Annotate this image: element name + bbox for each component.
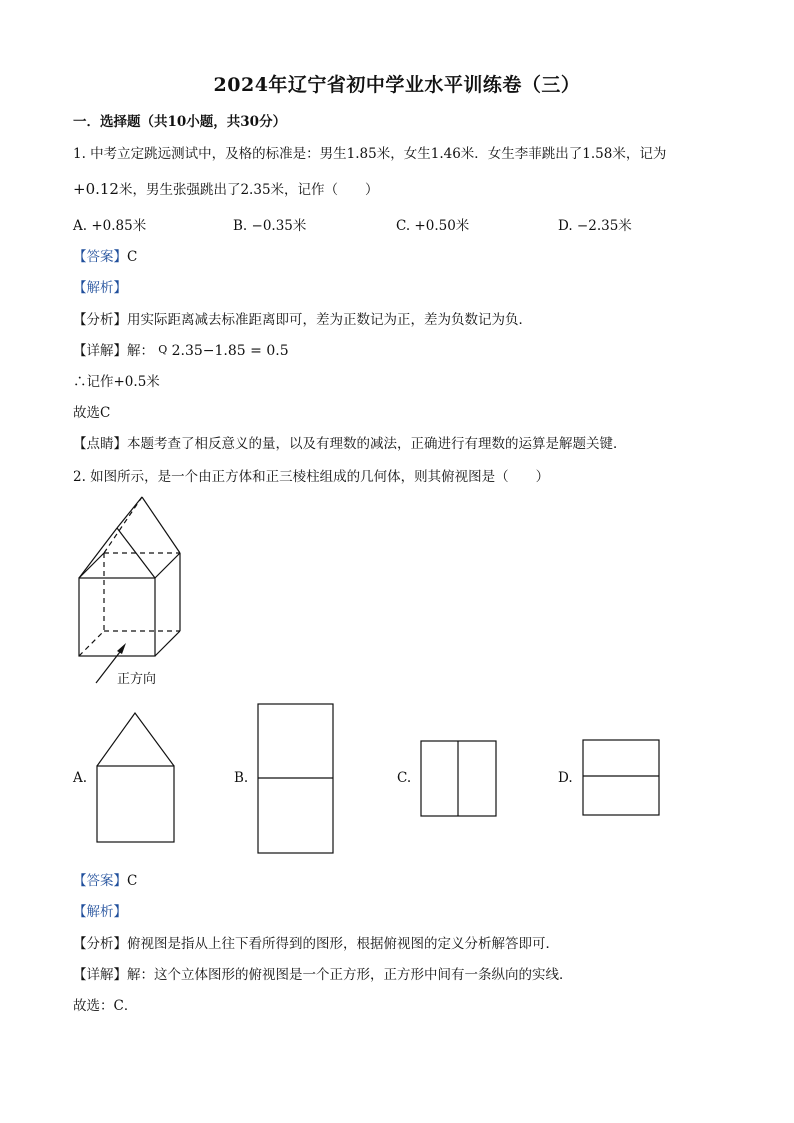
answer-tag: 【答案】 (73, 873, 127, 889)
q2-fenxi (73, 932, 559, 952)
arrow-label: 正方向 (117, 672, 157, 687)
comment-tag: 【点睛】 (73, 436, 127, 452)
q1-stem-rest: 米，男生张强跳出了2.35米，记作（ ） (118, 182, 379, 198)
answer-value: C (127, 873, 138, 889)
q2-option-d-label: D. (558, 770, 573, 786)
option-b-figure (258, 704, 333, 853)
q1-choice: 故选C (73, 405, 111, 421)
detail-text: 解：这个立体图形的俯视图是一个正方形，正方形中间有一条纵向的实线． (127, 967, 573, 983)
detail-tag: 【详解】 (73, 967, 127, 983)
fenxi-text: 用实际距离减去标准距离即可，差为正数记为正，差为负数记为负． (127, 312, 532, 328)
detail-text: 解： (127, 343, 154, 359)
q2-option-b-label: B. (234, 770, 249, 786)
q2-stem: 2. 如图所示，是一个由正方体和正三棱柱组成的几何体，则其俯视图是（ ） (73, 469, 550, 485)
q1-mark-value: +0.12 (73, 180, 119, 198)
q1-option-d: D. −2.35米 (558, 218, 632, 234)
analysis-tag: 【解析】 (73, 904, 127, 920)
q1-detail2: ∴记作+0.5米 (73, 374, 160, 390)
detail-tag: 【详解】 (73, 343, 127, 359)
answer-value: C (127, 249, 138, 265)
q2-detail (73, 963, 573, 983)
fenxi-tag: 【分析】 (73, 936, 127, 952)
q2-option-c-label: C. (397, 770, 412, 786)
q2-analysis (73, 900, 127, 920)
q1-option-c: C. +0.50米 (396, 218, 470, 234)
option-c-figure (421, 741, 496, 816)
analysis-tag: 【解析】 (73, 280, 127, 296)
detail-equation: 2.35−1.85 = 0.5 (171, 343, 289, 359)
page-title: 2024年辽宁省初中学业水平训练卷（三） (213, 74, 581, 96)
section-heading: 一．选择题（共10小题，共30分） (73, 114, 287, 130)
q2-answer (73, 869, 137, 889)
option-d-figure (583, 740, 659, 815)
q1-option-a: A. +0.85米 (73, 218, 147, 234)
q2-choice: 故选：C． (73, 998, 138, 1014)
q2-option-a-label: A. (73, 770, 88, 786)
comment-text: 本题考查了相反意义的量，以及有理数的减法，正确进行有理数的运算是解题关键． (127, 436, 627, 452)
because-glyph: Q (158, 343, 168, 356)
option-a-figure (97, 713, 174, 842)
q1-stem-line1: 1. 中考立定跳远测试中，及格的标准是：男生1.85米，女生1.46米．女生李菲跳出了1.58米，记为 (73, 146, 667, 162)
q1-option-b: B. −0.35米 (233, 218, 307, 234)
answer-tag: 【答案】 (73, 249, 127, 265)
fenxi-text: 俯视图是指从上往下看所得到的图形，根据俯视图的定义分析解答即可． (127, 936, 559, 952)
fenxi-tag: 【分析】 (73, 312, 127, 328)
